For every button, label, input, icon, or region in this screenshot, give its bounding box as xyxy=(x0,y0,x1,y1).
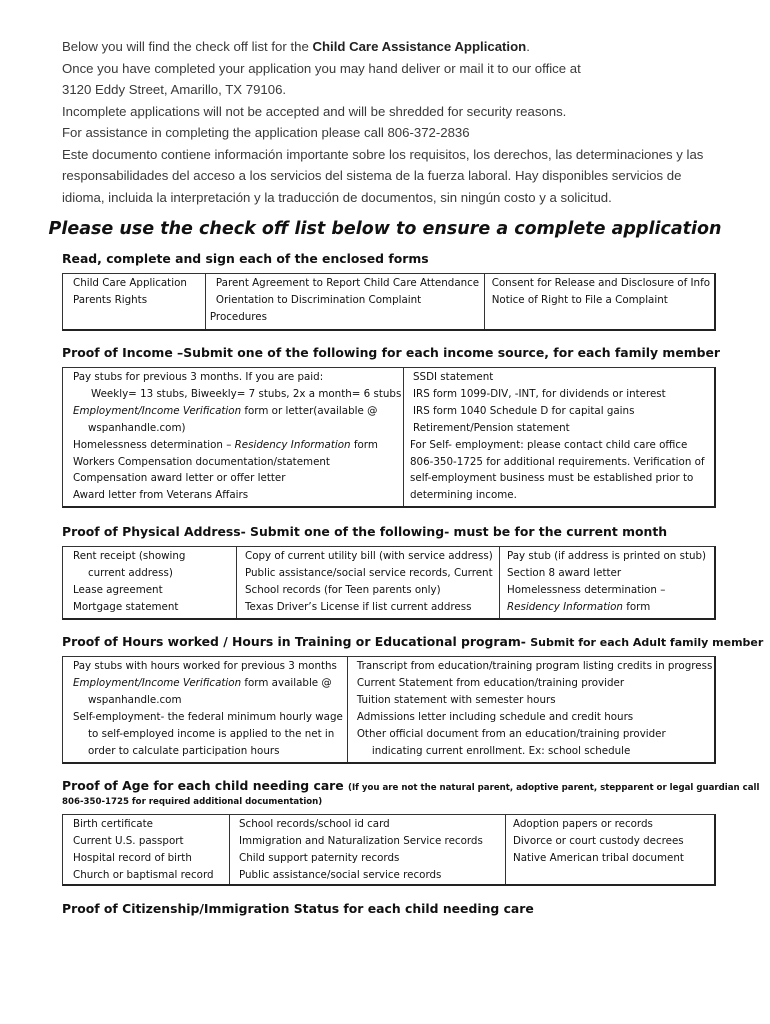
income-item: 806-350-1725 for additional requirements. Verification of xyxy=(410,455,705,468)
assistance-phone: For assistance in completing the application please call 806-372-2836 xyxy=(62,125,470,140)
address-item: Lease agreement xyxy=(73,583,163,596)
income-item: Workers Compensation documentation/statement xyxy=(73,455,330,468)
hours-item: wspanhandle.com xyxy=(88,693,182,706)
form-item: Parents Rights xyxy=(73,293,148,306)
income-heading: Proof of Income –Submit one of the following for each income source, for each family member xyxy=(62,345,721,360)
address-item-text: form xyxy=(622,600,651,613)
form-name: Residency Information xyxy=(234,438,351,451)
address-item: Texas Driver’s License if list current address xyxy=(245,600,472,613)
income-item: Award letter from Veterans Affairs xyxy=(73,489,249,502)
age-item: Hospital record of birth xyxy=(73,851,192,864)
age-item: Church or baptismal record xyxy=(73,868,214,881)
income-box xyxy=(62,367,716,508)
office-address: 3120 Eddy Street, Amarillo, TX 79106. xyxy=(62,82,287,97)
intro-line xyxy=(62,36,742,58)
age-item: Divorce or court custody decrees xyxy=(513,834,684,847)
age-item: School records/school id card xyxy=(239,818,390,830)
hours-item: Current Statement from education/training provider xyxy=(356,676,625,689)
income-item: SSDI statement xyxy=(413,371,494,383)
hours-item: Other official document from an education/training provider xyxy=(356,727,666,740)
spanish-notice-line: responsabilidades del acceso a los servicios del sistema de la fuerza laboral. Hay disponibles servicios de xyxy=(62,168,682,183)
age-col-2 xyxy=(229,815,505,884)
hours-heading-sub: Submit for each Adult family member xyxy=(530,636,764,649)
age-item: Current U.S. passport xyxy=(73,834,184,847)
form-name: Employment/Income Verification xyxy=(73,404,242,417)
forms-col-3 xyxy=(484,274,714,329)
address-item: current address) xyxy=(88,566,173,579)
age-heading-main: Proof of Age for each child needing care xyxy=(62,778,349,793)
form-item: Consent for Release and Disclosure of Info xyxy=(491,277,710,289)
income-item-text: form xyxy=(350,438,378,451)
income-item xyxy=(73,437,399,454)
hours-item: to self-employed income is applied to the net in xyxy=(88,727,335,740)
citizenship-heading: Proof of Citizenship/Immigration Status for each child needing care xyxy=(62,901,534,916)
income-item: determining income. xyxy=(410,489,517,502)
address-item: Pay stub (if address is printed on stub) xyxy=(507,550,707,562)
hours-item: Self-employment- the federal minimum hourly wage xyxy=(73,710,343,723)
income-item: wspanhandle.com) xyxy=(88,421,186,434)
address-item: Homelessness determination – xyxy=(507,583,666,596)
income-item: For Self- employment: please contact child care office xyxy=(410,438,688,451)
income-item xyxy=(73,403,399,420)
intro-line: Incomplete applications will not be accepted and will be shredded for security reasons. xyxy=(62,103,567,119)
address-item: Public assistance/social service records, Current xyxy=(245,566,493,579)
address-col-1 xyxy=(63,547,236,618)
age-item: Adoption papers or records xyxy=(513,818,653,830)
hours-item: indicating current enrollment. Ex: school schedule xyxy=(371,744,631,757)
intro-line: Once you have completed your application you may hand deliver or mail it to our office at xyxy=(62,60,581,76)
income-item: Pay stubs for previous 3 months. If you are paid: xyxy=(73,371,324,383)
address-item: Section 8 award letter xyxy=(507,566,622,579)
age-item: Native American tribal document xyxy=(513,851,684,864)
income-item: IRS form 1040 Schedule D for capital gains xyxy=(413,404,635,417)
age-item: Child support paternity records xyxy=(239,851,400,864)
address-box xyxy=(62,546,716,620)
income-item-text: Homelessness determination – xyxy=(73,438,235,451)
hours-item xyxy=(73,675,343,692)
income-item: Retirement/Pension statement xyxy=(413,421,570,434)
forms-heading: Read, complete and sign each of the enclosed forms xyxy=(62,251,429,266)
intro-text-span: . xyxy=(526,39,530,54)
address-heading: Proof of Physical Address- Submit one of the following- must be for the current month xyxy=(62,524,668,539)
form-name: Residency Information xyxy=(507,600,623,613)
income-col-1 xyxy=(63,368,403,506)
address-col-3 xyxy=(499,547,714,618)
application-name: Child Care Assistance Application xyxy=(312,39,527,54)
checklist-headline: Please use the check off list below to ensure a complete application xyxy=(48,219,722,239)
age-col-1 xyxy=(63,815,229,884)
form-name: Employment/Income Verification xyxy=(73,676,242,689)
income-item: IRS form 1099-DIV, -INT, for dividends or interest xyxy=(413,387,666,400)
hours-item: Tuition statement with semester hours xyxy=(356,693,556,706)
hours-heading xyxy=(62,634,763,649)
form-item: Notice of Right to File a Complaint xyxy=(491,293,668,306)
hours-col-1 xyxy=(63,657,347,762)
hours-item: Admissions letter including schedule and credit hours xyxy=(356,710,634,723)
age-item: Public assistance/social service records xyxy=(239,868,442,881)
address-item: Copy of current utility bill (with service address) xyxy=(245,550,493,562)
hours-box xyxy=(62,656,716,764)
age-heading-note: (If you are not the natural parent, adoptive parent, stepparent or legal guardian call xyxy=(348,783,760,793)
hours-heading-main: Proof of Hours worked / Hours in Training or Educational program- xyxy=(62,634,531,649)
address-item: Rent receipt (showing xyxy=(73,550,186,562)
form-item: Procedures xyxy=(209,310,268,323)
forms-col-2 xyxy=(205,274,484,329)
address-item xyxy=(507,599,712,616)
age-item: Birth certificate xyxy=(73,818,153,830)
intro-text-span: Below you will find the check off list for the xyxy=(62,39,313,54)
age-box xyxy=(62,814,716,886)
spanish-notice-line: Este documento contiene información importante sobre los requisitos, los derechos, las determinaciones y las xyxy=(62,146,704,162)
age-heading-note-2: 806-350-1725 for required additional documentation) xyxy=(62,797,323,807)
form-item: Orientation to Discrimination Complaint xyxy=(215,293,422,306)
hours-item: order to calculate participation hours xyxy=(88,744,280,757)
intro-text xyxy=(62,36,742,208)
hours-item-text: form available @ xyxy=(241,676,332,689)
hours-col-2 xyxy=(347,657,715,762)
form-item: Parent Agreement to Report Child Care Attendance xyxy=(215,277,480,289)
address-item: Mortgage statement xyxy=(73,600,179,613)
income-item-text: form or letter(available @ xyxy=(241,404,378,417)
spanish-notice-line: idioma, incluida la interpretación y la traducción de documentos, sin ningún costo y a solicitud. xyxy=(62,189,612,205)
age-item: Immigration and Naturalization Service records xyxy=(239,834,483,847)
income-col-2 xyxy=(403,368,714,506)
forms-col-1 xyxy=(63,274,205,329)
hours-item: Transcript from education/training program listing credits in progress xyxy=(356,660,713,672)
income-item: self-employment business must be established prior to xyxy=(410,472,694,485)
income-item: Compensation award letter or offer letter xyxy=(73,472,286,485)
address-item: School records (for Teen parents only) xyxy=(245,583,441,596)
forms-box xyxy=(62,273,716,331)
age-heading xyxy=(62,778,759,793)
age-col-3 xyxy=(505,815,714,884)
form-item: Child Care Application xyxy=(73,277,187,289)
income-item: Weekly= 13 stubs, Biweekly= 7 stubs, 2x a month= 6 stubs xyxy=(91,387,402,400)
address-col-2 xyxy=(236,547,499,618)
hours-item: Pay stubs with hours worked for previous 3 months xyxy=(73,660,337,672)
